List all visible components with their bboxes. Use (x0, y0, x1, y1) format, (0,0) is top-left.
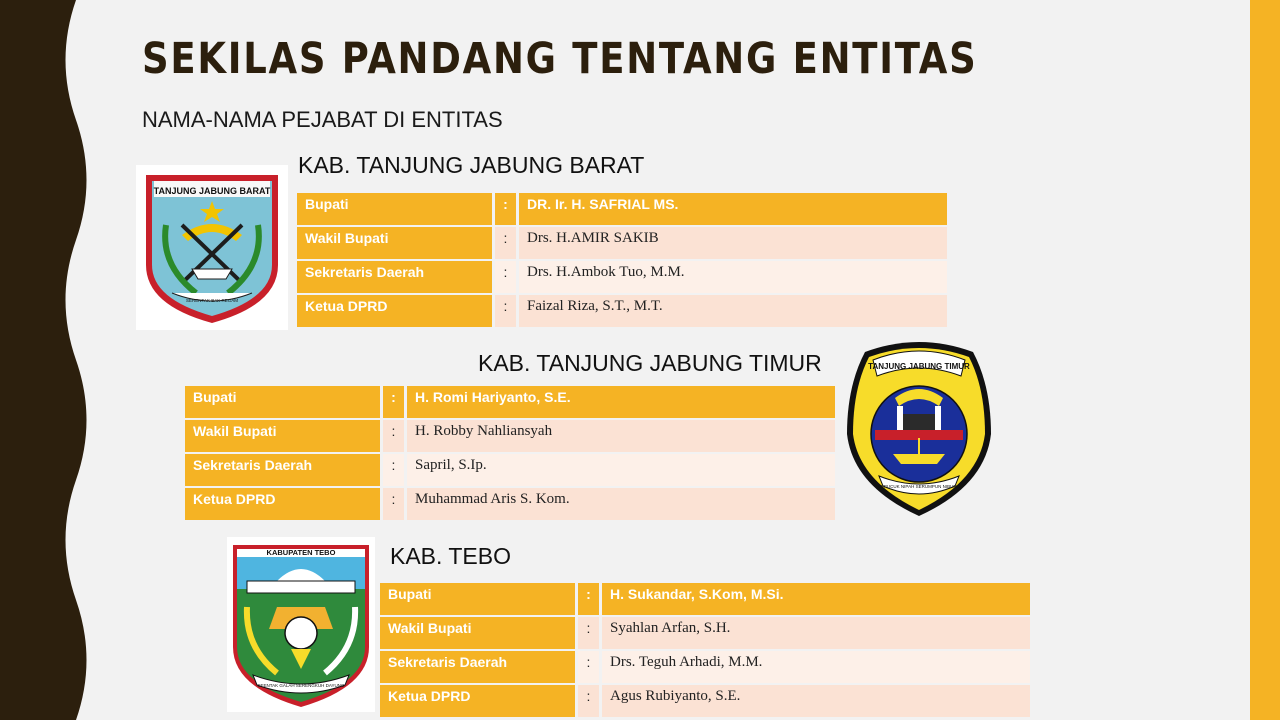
right-accent-bar (1250, 0, 1280, 720)
svg-text:SERENTAK BAK REGAM: SERENTAK BAK REGAM (186, 298, 238, 303)
table-row (185, 386, 835, 418)
svg-text:KABUPATEN TEBO: KABUPATEN TEBO (266, 548, 336, 557)
table-row (185, 488, 835, 520)
role-label: Wakil Bupati (380, 617, 578, 649)
role-label: Bupati (380, 583, 578, 615)
table-row (380, 685, 1030, 717)
role-label: Wakil Bupati (185, 420, 383, 452)
page-title: SEKILAS PANDANG TENTANG ENTITAS (142, 34, 978, 84)
role-label: Sekretaris Daerah (380, 651, 578, 683)
table-row (297, 261, 947, 293)
official-name: H. Robby Nahliansyah (407, 420, 835, 452)
svg-text:SEENTAK GALAH SERENGKUH DAYUNG: SEENTAK GALAH SERENGKUH DAYUNG (257, 683, 345, 688)
official-name: DR. Ir. H. SAFRIAL MS. (519, 193, 947, 225)
role-label: Ketua DPRD (185, 488, 383, 520)
tanjung-jabung-barat-emblem-icon (136, 165, 288, 330)
table-row (380, 583, 1030, 615)
separator: : (383, 454, 407, 486)
role-label: Bupati (185, 386, 383, 418)
official-name: Drs. H.Ambok Tuo, M.M. (519, 261, 947, 293)
officials-table-tanjung-jabung-timur (185, 384, 835, 522)
separator: : (495, 227, 519, 259)
role-label: Sekretaris Daerah (185, 454, 383, 486)
tanjung-jabung-timur-emblem-icon (845, 336, 993, 520)
separator: : (383, 386, 407, 418)
separator: : (495, 261, 519, 293)
officials-table-tebo (380, 581, 1030, 719)
official-name: H. Sukandar, S.Kom, M.Si. (602, 583, 1030, 615)
separator: : (383, 420, 407, 452)
page-subtitle: NAMA-NAMA PEJABAT DI ENTITAS (142, 107, 503, 132)
official-name: Sapril, S.Ip. (407, 454, 835, 486)
separator: : (383, 488, 407, 520)
official-name: Syahlan Arfan, S.H. (602, 617, 1030, 649)
svg-text:TANJUNG JABUNG BARAT: TANJUNG JABUNG BARAT (153, 186, 271, 196)
table-row (380, 617, 1030, 649)
separator: : (578, 685, 602, 717)
left-wave-decoration (0, 0, 100, 720)
table-row (185, 420, 835, 452)
entity-name-tanjung-jabung-timur: KAB. TANJUNG JABUNG TIMUR (478, 350, 822, 376)
official-name: Faizal Riza, S.T., M.T. (519, 295, 947, 327)
official-name: Muhammad Aris S. Kom. (407, 488, 835, 520)
separator: : (578, 617, 602, 649)
separator: : (578, 651, 602, 683)
official-name: Drs. Teguh Arhadi, M.M. (602, 651, 1030, 683)
table-row (380, 651, 1030, 683)
tebo-emblem-icon (227, 537, 375, 712)
table-row (297, 295, 947, 327)
role-label: Bupati (297, 193, 495, 225)
role-label: Sekretaris Daerah (297, 261, 495, 293)
svg-text:TANJUNG JABUNG TIMUR: TANJUNG JABUNG TIMUR (868, 362, 970, 371)
table-row (297, 193, 947, 225)
table-row (297, 227, 947, 259)
table-row (185, 454, 835, 486)
entity-name-tanjung-jabung-barat: KAB. TANJUNG JABUNG BARAT (298, 152, 645, 178)
role-label: Wakil Bupati (297, 227, 495, 259)
role-label: Ketua DPRD (297, 295, 495, 327)
officials-table-tanjung-jabung-barat (297, 191, 947, 329)
official-name: H. Romi Hariyanto, S.E. (407, 386, 835, 418)
entity-name-tebo: KAB. TEBO (390, 543, 512, 569)
separator: : (495, 193, 519, 225)
svg-text:SEPUCUK NIPAH SERUMPUN NIBUNG: SEPUCUK NIPAH SERUMPUN NIBUNG (877, 484, 961, 489)
role-label: Ketua DPRD (380, 685, 578, 717)
official-name: Drs. H.AMIR SAKIB (519, 227, 947, 259)
official-name: Agus Rubiyanto, S.E. (602, 685, 1030, 717)
separator: : (578, 583, 602, 615)
separator: : (495, 295, 519, 327)
